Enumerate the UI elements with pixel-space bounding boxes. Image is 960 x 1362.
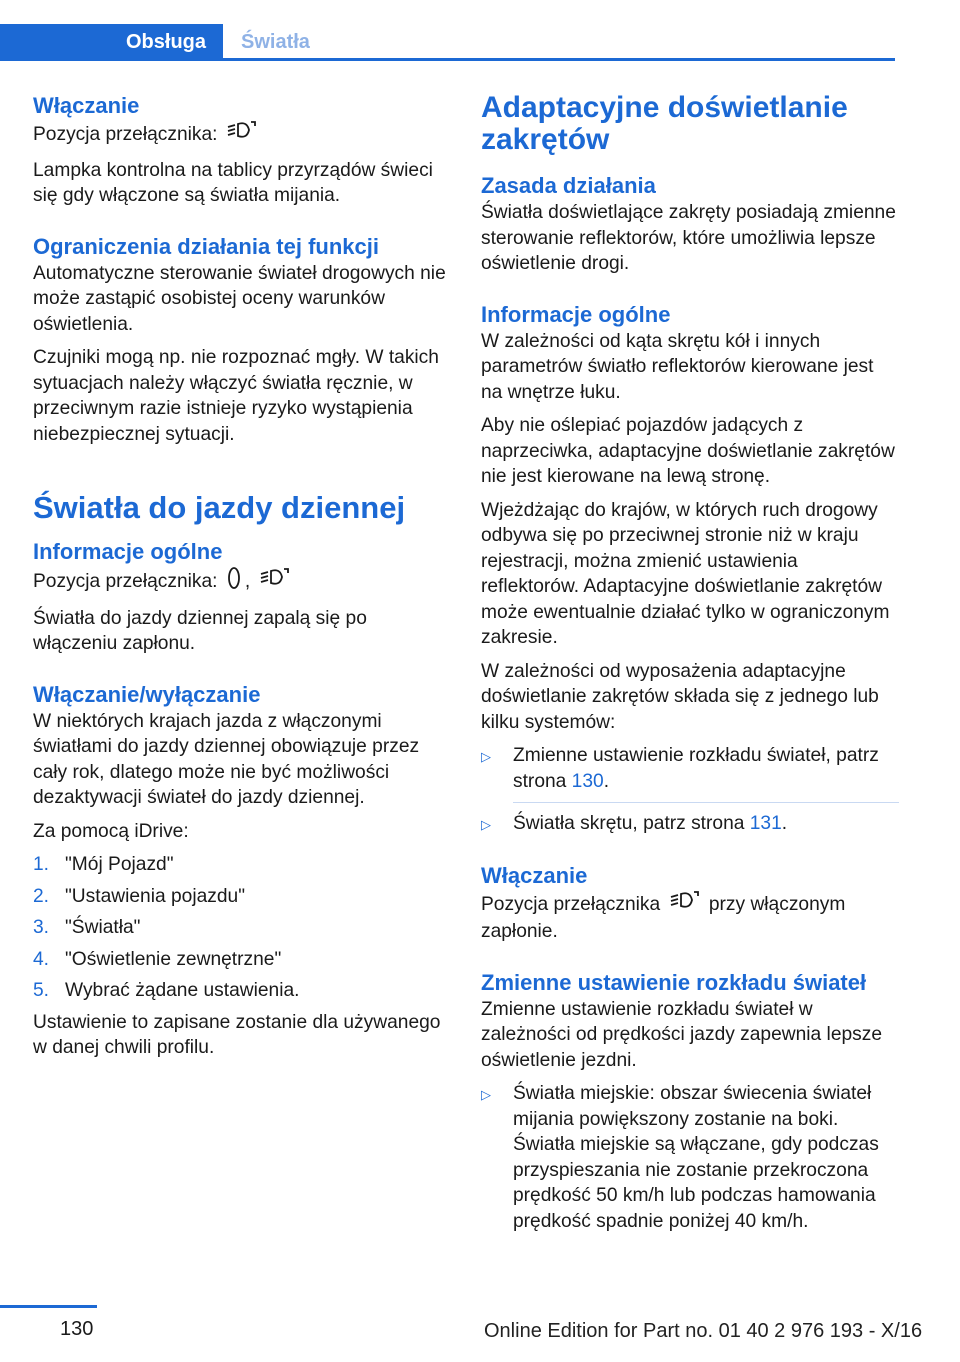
step-number: 1. [33, 854, 50, 875]
step-item [33, 947, 451, 973]
edition-footer: Online Edition for Part no. 01 40 2 976 193 - X/16 [484, 1320, 923, 1342]
heading-adaptacyjne: Adaptacyjne doświetlanie zakrętów [481, 91, 848, 156]
page-link-130[interactable]: 130 [571, 770, 604, 792]
list-item-text [513, 743, 899, 794]
list-item-text: Światła miejskie: obszar świecenia świateł mijania powiększony zostanie na boki. Światła miejskie są włączane, gdy podczas przyspieszania nie zostanie przekroczona prędkość 50 km/h lub podczas hamowania prędkość spadnie poniżej 40 km/h. [513, 1083, 879, 1232]
heading-informacje-ogolne-left: Informacje ogólne [33, 539, 223, 564]
step-item [33, 852, 451, 878]
step-item [33, 915, 451, 941]
period: . [603, 770, 610, 792]
step-number: 5. [33, 980, 50, 1001]
zmienne-list [481, 1081, 899, 1234]
list-item [481, 811, 899, 838]
zasada-text: Światła doświetlające zakręty posiadają zmienne sterowanie reflektorów, które umożliwia lepsze oświetlenie drogi. [481, 202, 896, 274]
ustawienie-text: Ustawienie to zapisane zostanie dla używanego w danej chwili profilu. [33, 1011, 441, 1058]
heading-wlaczanie-right: Włączanie [481, 862, 588, 888]
step-text: "Ustawienia pojazdu" [65, 885, 246, 907]
step-text: Wybrać żądane ustawienia. [65, 980, 300, 1001]
heading-ograniczenia: Ograniczenia działania tej funkcji [33, 233, 379, 259]
b2-text: Światła skrętu, patrz strona [513, 813, 745, 834]
page-number: 130 [60, 1318, 94, 1340]
list-item-text [513, 811, 787, 838]
header-tab-swiatla: Światła [241, 31, 310, 53]
dzienne-text: Światła do jazdy dziennej zapalą się po włączeniu zapłonu. [33, 607, 367, 654]
step-text: "Światła" [65, 917, 141, 938]
triangle-bullet-icon: ▷ [481, 749, 491, 764]
auto-headlight-icon [227, 120, 257, 150]
ograniczenia-p1: Automatyczne sterowanie świateł drogowych nie może zastąpić osobistej oceny warunków oświetlenia. [33, 262, 446, 335]
step-number: 2. [33, 885, 50, 907]
ograniczenia-p2: Czujniki mogą np. nie rozpoznać mgły. W takich sytuacjach należy włączyć światła ręcznie, w przeciwnym razie istnieje ryzyko wystąpienia niebezpiecznej sytuacji. [33, 347, 439, 445]
zmienne-text: Zmienne ustawienie rozkładu świateł w zależności od prędkości jazdy zapewnia lepsze oświetlenie jezdni. [481, 998, 883, 1071]
wl-post: przy włączonym zapłonie. [481, 893, 846, 942]
wl-pre: Pozycja przełącznika [481, 893, 661, 915]
info-p3: Wjeżdżając do krajów, w których ruch drogowy odbywa się po przeciwnej stronie niż w kraju rejestracji, można zmienić ustawienia reflektorów. Adaptacyjne doświetlanie zakrętów może ewentualnie działać tylko w ograniczonym zakresie. [481, 499, 890, 648]
list-item [481, 743, 899, 794]
heading-wlaczanie-wylaczanie: Włączanie/wyłączanie [33, 681, 261, 707]
footer-rule [0, 1305, 97, 1308]
header-rule [0, 58, 895, 61]
left-column [33, 92, 451, 1069]
switch-position-label-2: Pozycja przełącznika: [33, 570, 218, 592]
header-tab-obsluga: Obsługa [0, 24, 223, 61]
switch-position-label: Pozycja przełącznika: [33, 123, 218, 145]
comma: , [244, 570, 251, 592]
switch-position-line-2 [33, 566, 451, 598]
auto-headlight-icon-3 [670, 890, 700, 920]
triangle-bullet-icon: ▷ [481, 817, 491, 832]
heading-informacje-ogolne-right: Informacje ogólne [481, 301, 671, 327]
info-p1: W zależności od kąta skrętu kół i innych parametrów światło reflektorów kierowane jest na wnętrze łuku. [481, 330, 874, 403]
step-number: 3. [33, 917, 50, 938]
info-p2: Aby nie oślepiać pojazdów jadących z naprzeciwka, adaptacyjne doświetlanie zakrętów nie jest kierowane na lewą stronę. [481, 415, 895, 487]
auto-headlight-icon-2 [260, 567, 290, 597]
switch-position-line [33, 120, 451, 150]
lampka-text: Lampka kontrolna na tablicy przyrządów świeci się gdy włączone są światła mijania. [33, 159, 433, 206]
info-p4: W zależności od wyposażenia adaptacyjne doświetlanie zakrętów składa się z jednego lub kilku systemów: [481, 660, 879, 733]
idrive-steps [33, 852, 451, 1004]
triangle-bullet-icon: ▷ [481, 1087, 491, 1102]
step-text: "Oświetlenie zewnętrzne" [65, 948, 282, 970]
b1-text: Zmienne ustawienie rozkładu świateł, patrz strona [513, 745, 879, 792]
heading-zasada-dzialania: Zasada działania [481, 173, 656, 198]
list-separator [513, 802, 899, 803]
right-column [481, 92, 899, 1242]
heading-zmienne-ustawienie: Zmienne ustawienie rozkładu świateł [481, 969, 867, 995]
heading-wlaczanie: Włączanie [33, 93, 140, 118]
wlaczanie-right-text [481, 890, 899, 945]
period: . [781, 813, 788, 834]
step-item [33, 884, 451, 910]
off-switch-icon [227, 566, 241, 598]
wl-wyl-text: W niektórych krajach jazda z włączonymi światłami do jazdy dziennej obowiązuje przez cały rok, dlatego może nie być możliwości dezaktywacji świateł do jazdy dziennej. [33, 710, 420, 808]
step-item [33, 978, 451, 1004]
systems-list [481, 743, 899, 838]
step-text: "Mój Pojazd" [65, 854, 174, 875]
za-pomoca-text: Za pomocą iDrive: [33, 820, 189, 842]
list-item [481, 1081, 899, 1234]
heading-swiatla-dzienne: Światła do jazdy dziennej [33, 490, 406, 525]
step-number: 4. [33, 948, 50, 970]
page-link-131[interactable]: 131 [749, 813, 782, 834]
